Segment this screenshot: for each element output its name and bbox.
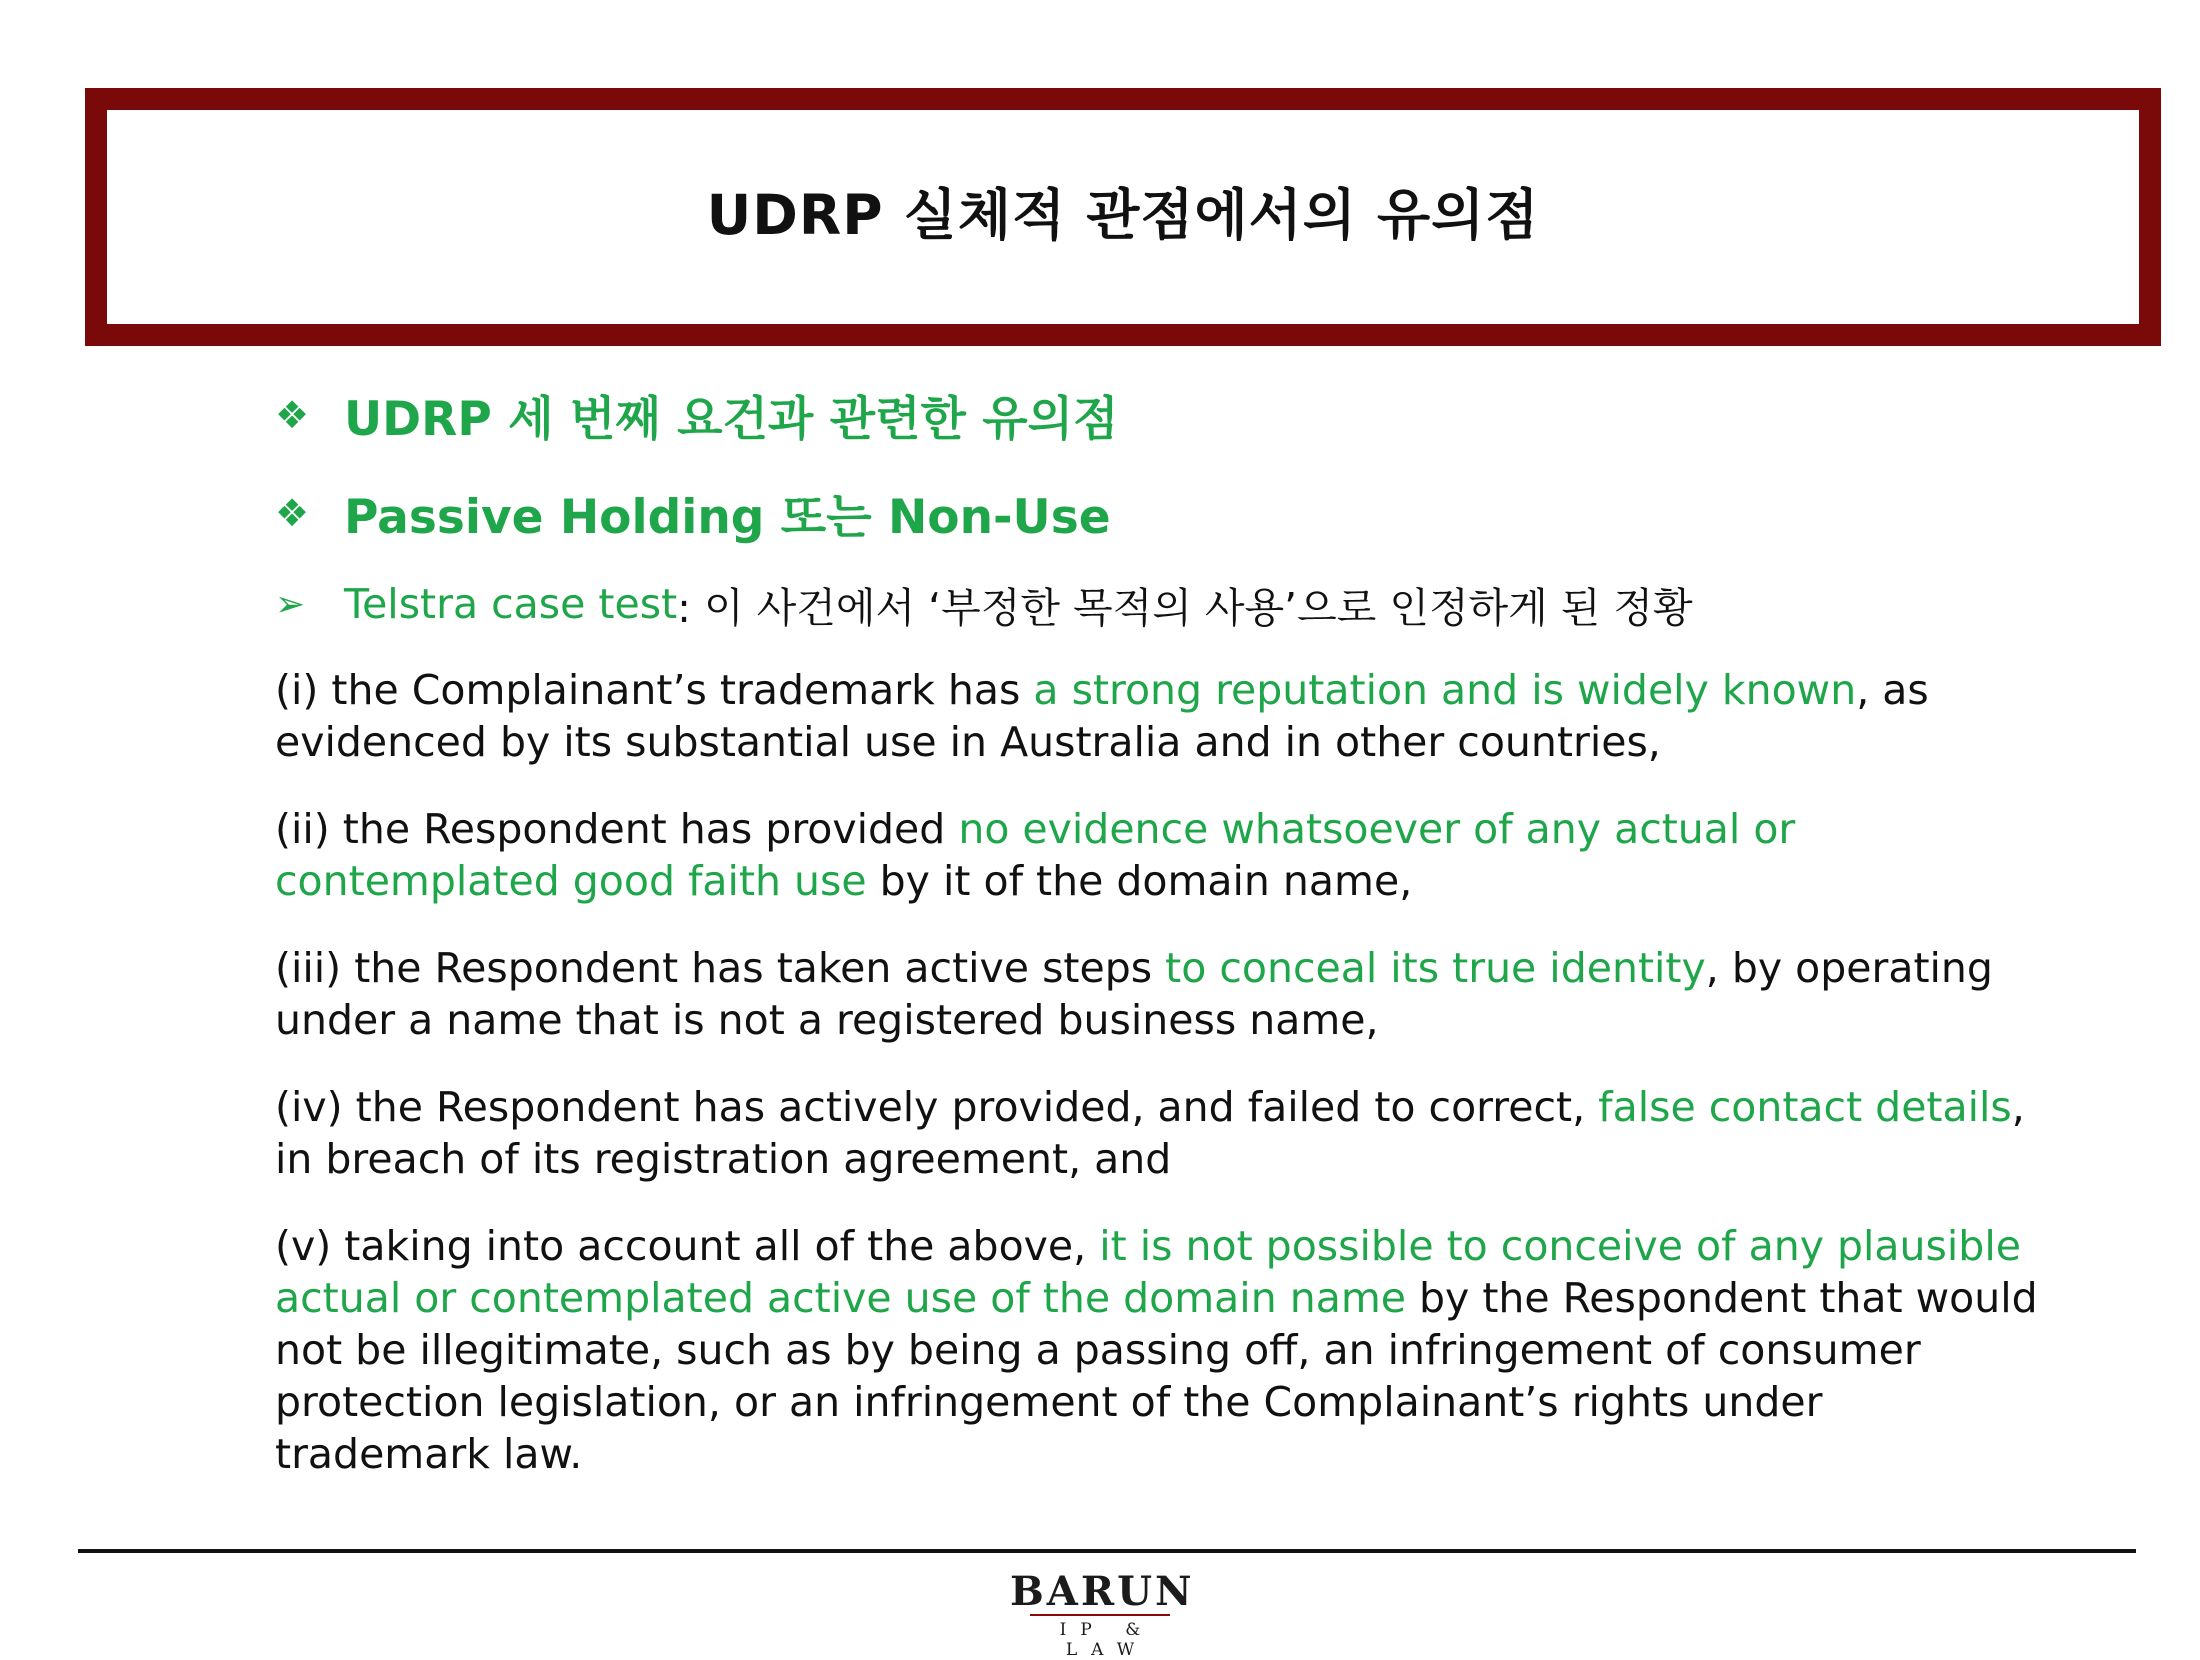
heading-third-requirement <box>275 380 2055 450</box>
criteria-item-i <box>275 664 2045 768</box>
item-highlight: no evidence whatsoever of any actual or contemplated good faith use <box>275 805 1796 905</box>
criteria-item-iii <box>275 942 2045 1046</box>
telstra-test-line <box>275 572 2055 636</box>
item-highlight: a strong reputation and is widely known <box>1033 666 1857 714</box>
arrow-bullet-icon: ➢ <box>275 583 306 625</box>
item-highlight: to conceal its true identity <box>1165 944 1706 992</box>
heading-passive-holding <box>275 478 2055 548</box>
heading-text: UDRP 세 번째 요건과 관련한 유의점 <box>344 391 1119 447</box>
telstra-test-description: : 이 사건에서 ‘부정한 목적의 사용’으로 인정하게 된 정황 <box>677 583 1693 632</box>
item-text: (i) the Complainant’s trademark has <box>275 666 1034 714</box>
footer-divider <box>78 1549 2136 1553</box>
item-text: (iii) the Respondent has taken active steps <box>275 944 1166 992</box>
item-text: (iv) the Respondent has actively provided, and failed to correct, <box>275 1083 1599 1131</box>
item-highlight: it is not possible to conceive of any plausible actual or contemplated active use of the domain name <box>275 1222 2021 1322</box>
diamond-bullet-icon: ❖ <box>275 393 310 437</box>
barun-logo <box>1010 1568 1195 1660</box>
criteria-item-iv <box>275 1081 2045 1185</box>
item-text: (v) taking into account all of the above, <box>275 1222 1100 1270</box>
item-text: (ii) the Respondent has provided <box>275 805 959 853</box>
heading-text: Passive Holding 또는 Non-Use <box>344 489 1111 545</box>
item-text: , by operating under a name that is not a registered business name, <box>275 944 1993 1044</box>
logo-name: BARUN <box>1010 1568 1195 1615</box>
criteria-item-ii <box>275 803 2045 907</box>
page-title: UDRP 실체적 관점에서의 유의점 <box>706 182 1540 247</box>
criteria-list <box>275 664 2055 1480</box>
item-text: , in breach of its registration agreement, and <box>275 1083 2025 1183</box>
item-text: , as evidenced by its substantial use in Australia and in other countries, <box>275 666 1929 766</box>
slide-content <box>275 380 2055 1515</box>
criteria-item-v <box>275 1220 2045 1480</box>
title-frame <box>85 88 2161 346</box>
item-highlight: false contact details <box>1598 1083 2012 1131</box>
item-text: by the Respondent that would not be illegitimate, such as by being a passing off, an infringement of consumer protection legislation, or an infringement of the Complainant’s rights under trademark law. <box>275 1274 2038 1478</box>
diamond-bullet-icon: ❖ <box>275 491 310 535</box>
logo-subtitle: IP & LAW <box>1059 1620 1155 1660</box>
telstra-test-label: Telstra case test <box>344 580 678 628</box>
item-text: by it of the domain name, <box>866 857 1413 905</box>
